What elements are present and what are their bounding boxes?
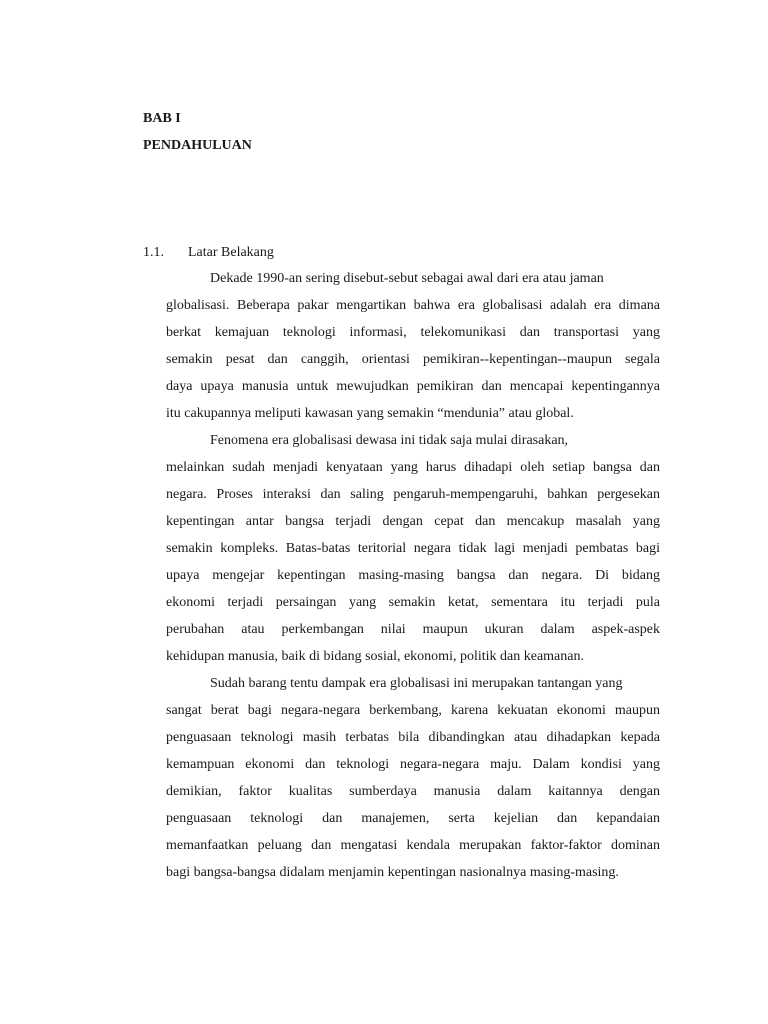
paragraph-3-line-3: penguasaan teknologi masih terbatas bila dibandingkan atau dihadapkan kepada bbox=[166, 730, 660, 745]
paragraph-1-line-3: berkat kemajuan teknologi informasi, telekomunikasi dan transportasi yang bbox=[166, 325, 660, 340]
section-title: Latar Belakang bbox=[188, 245, 274, 260]
paragraph-2-line-5: semakin kompleks. Batas-batas teritorial negara tidak lagi menjadi pembatas bagi bbox=[166, 541, 660, 556]
paragraph-1-line-5: daya upaya manusia untuk mewujudkan pemikiran dan mencapai kepentingannya bbox=[166, 379, 660, 394]
paragraph-1-line-6: itu cakupannya meliputi kawasan yang semakin “mendunia” atau global. bbox=[166, 406, 574, 421]
paragraph-3-line-8: bagi bangsa-bangsa didalam menjamin kepentingan nasionalnya masing-masing. bbox=[166, 865, 619, 880]
chapter-title: PENDAHULUAN bbox=[143, 138, 252, 153]
paragraph-2-line-6: upaya mengejar kepentingan masing-masing bangsa dan negara. Di bidang bbox=[166, 568, 660, 583]
paragraph-2-line-9: kehidupan manusia, baik di bidang sosial, ekonomi, politik dan keamanan. bbox=[166, 649, 584, 664]
paragraph-3-line-2: sangat berat bagi negara-negara berkembang, karena kekuatan ekonomi maupun bbox=[166, 703, 660, 718]
paragraph-2-line-8: perubahan atau perkembangan nilai maupun ukuran dalam aspek-aspek bbox=[166, 622, 660, 637]
paragraph-3-line-6: penguasaan teknologi dan manajemen, serta kejelian dan kepandaian bbox=[166, 811, 660, 826]
paragraph-1-line-1: Dekade 1990-an sering disebut-sebut sebagai awal dari era atau jaman bbox=[210, 271, 604, 286]
paragraph-3-line-7: memanfaatkan peluang dan mengatasi kendala merupakan faktor-faktor dominan bbox=[166, 838, 660, 853]
section-number: 1.1. bbox=[143, 245, 164, 260]
paragraph-2-line-7: ekonomi terjadi persaingan yang semakin ketat, sementara itu terjadi pula bbox=[166, 595, 660, 610]
section-heading bbox=[143, 244, 274, 262]
paragraph-2-line-4: kepentingan antar bangsa terjadi dengan cepat dan mencakup masalah yang bbox=[166, 514, 660, 529]
body-text bbox=[166, 265, 660, 886]
paragraph-1-line-2: globalisasi. Beberapa pakar mengartikan bahwa era globalisasi adalah era dimana bbox=[166, 298, 660, 313]
paragraph-2-line-3: negara. Proses interaksi dan saling pengaruh-mempengaruhi, bahkan pergesekan bbox=[166, 487, 660, 502]
paragraph-1-line-4: semakin pesat dan canggih, orientasi pemikiran--kepentingan--maupun segala bbox=[166, 352, 660, 367]
chapter-number: BAB I bbox=[143, 111, 181, 126]
paragraph-2-line-1: Fenomena era globalisasi dewasa ini tidak saja mulai dirasakan, bbox=[210, 433, 569, 448]
paragraph-2-line-2: melainkan sudah menjadi kenyataan yang harus dihadapi oleh setiap bangsa dan bbox=[166, 460, 660, 475]
paragraph-3-line-1: Sudah barang tentu dampak era globalisasi ini merupakan tantangan yang bbox=[210, 676, 623, 691]
paragraph-3-line-5: demikian, faktor kualitas sumberdaya manusia dalam kaitannya dengan bbox=[166, 784, 660, 799]
paragraph-3-line-4: kemampuan ekonomi dan teknologi negara-negara maju. Dalam kondisi yang bbox=[166, 757, 660, 772]
